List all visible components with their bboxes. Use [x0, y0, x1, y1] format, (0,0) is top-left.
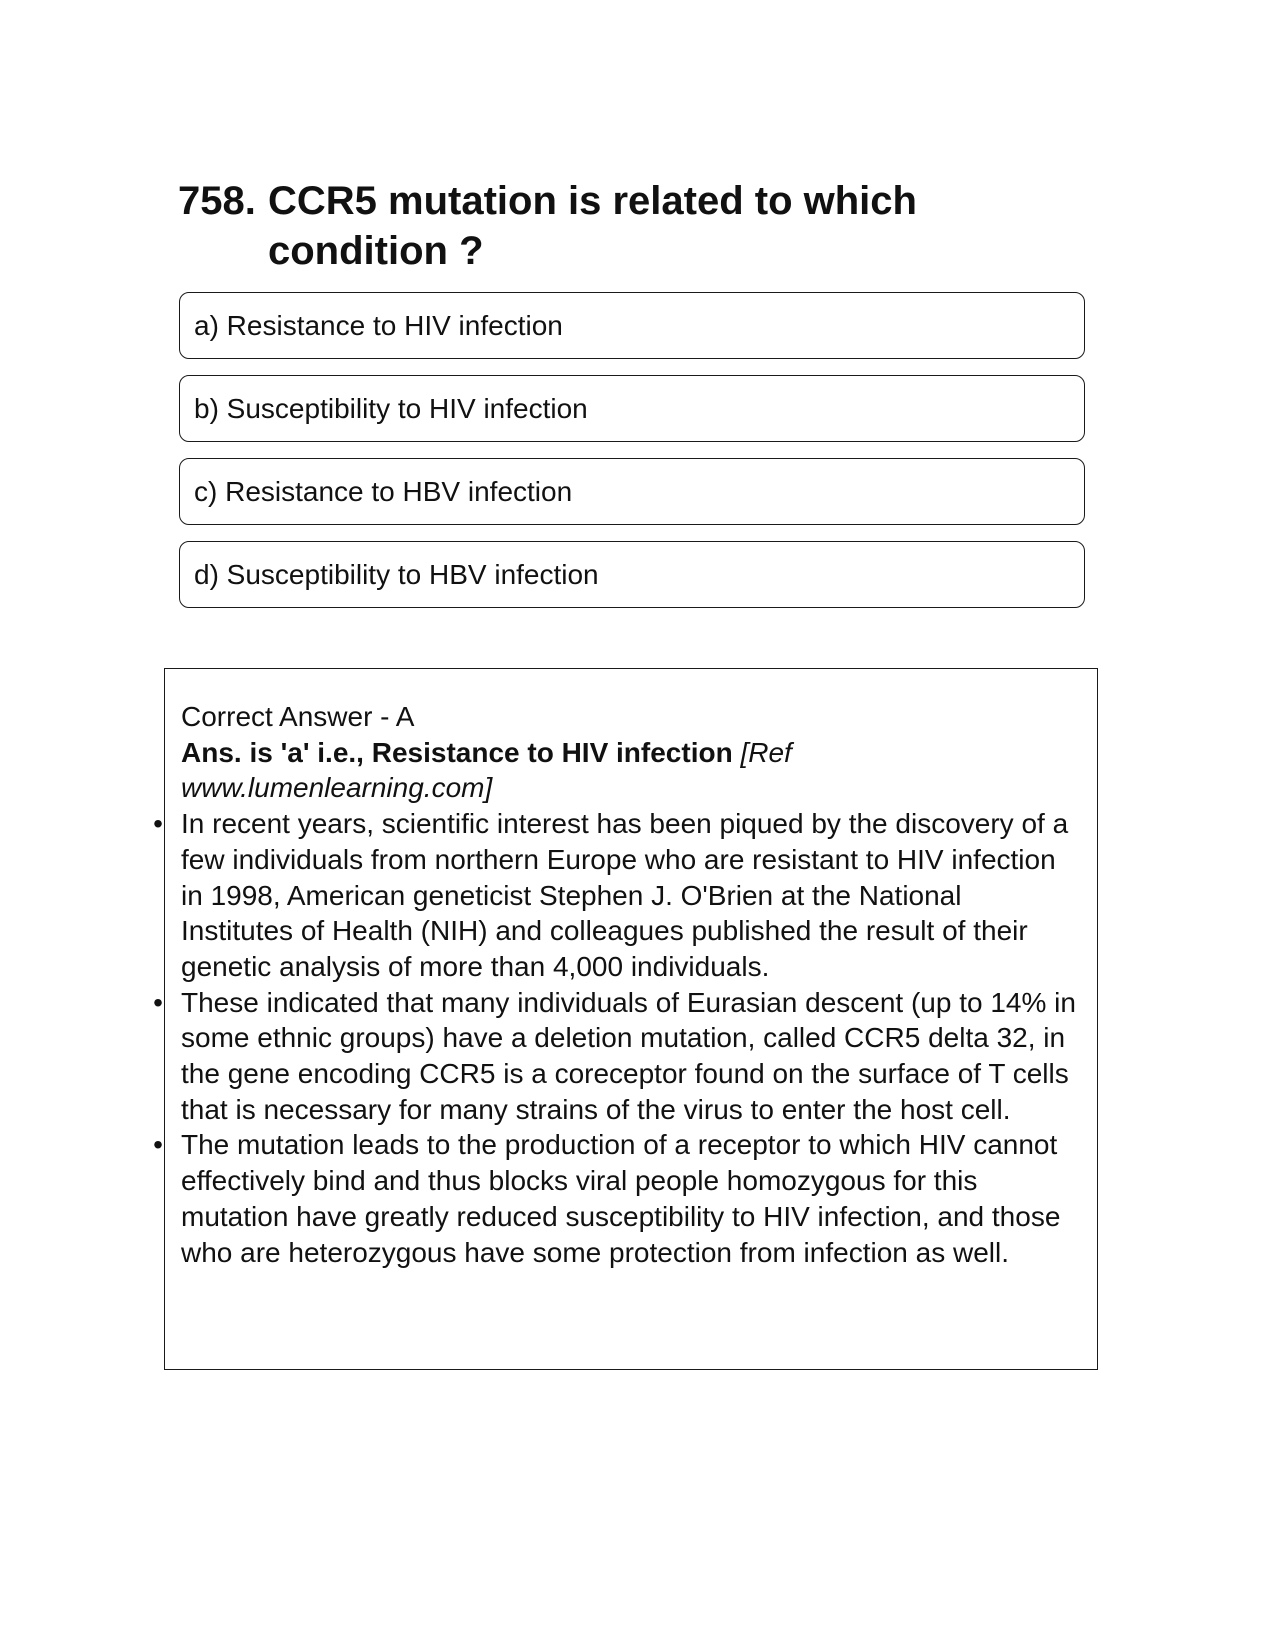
- option-b-label: b) Susceptibility to HIV infection: [194, 392, 588, 424]
- explanation-list: [153, 806, 1081, 1270]
- option-d[interactable]: [179, 541, 1085, 608]
- answer-heading: [181, 735, 1081, 806]
- list-item: [153, 985, 1081, 1128]
- bullet-icon: •: [153, 1129, 163, 1161]
- list-item-text: These indicated that many individuals of Eurasian descent (up to 14% in some ethnic groups) have a deletion mutation, called CCR5 delta 32, in the gene encoding CCR5 is a coreceptor found on the surface of T cells that is necessary for many strains of the virus to enter the host cell.: [181, 986, 1076, 1125]
- options-list: [179, 292, 1085, 624]
- answer-heading-bold: Ans. is 'a' i.e., Resistance to HIV infection: [181, 736, 733, 768]
- question-heading: [178, 176, 1078, 276]
- bullet-icon: •: [153, 808, 163, 840]
- option-d-label: d) Susceptibility to HBV infection: [194, 558, 599, 590]
- option-a[interactable]: [179, 292, 1085, 359]
- question-number: 758.: [178, 179, 256, 223]
- question-text: CCR5 mutation is related to which condition ?: [268, 179, 917, 273]
- option-c[interactable]: [179, 458, 1085, 525]
- bullet-icon: •: [153, 986, 163, 1018]
- list-item-text: In recent years, scientific interest has been piqued by the discovery of a few individuals from northern Europe who are resistant to HIV infection in 1998, American geneticist Stephen J. O'Brien at the National Institutes of Health (NIH) and colleagues published the result of their genetic analysis of more than 4,000 individuals.: [181, 808, 1069, 982]
- list-item: [153, 1127, 1081, 1270]
- answer-explanation-box: [153, 668, 1098, 1370]
- list-item: [153, 806, 1081, 985]
- option-c-label: c) Resistance to HBV infection: [194, 475, 573, 507]
- option-b[interactable]: [179, 375, 1085, 442]
- list-item-text: The mutation leads to the production of a receptor to which HIV cannot effectively bind and thus blocks viral people homozygous for this mutation have greatly reduced susceptibility to HIV infection, and those who are heterozygous have some protection from infection as well.: [181, 1129, 1061, 1268]
- option-a-label: a) Resistance to HIV infection: [194, 309, 563, 341]
- answer-reference: [Ref www.lumenlearning.com]: [181, 736, 792, 804]
- correct-answer: Correct Answer - A: [181, 701, 415, 732]
